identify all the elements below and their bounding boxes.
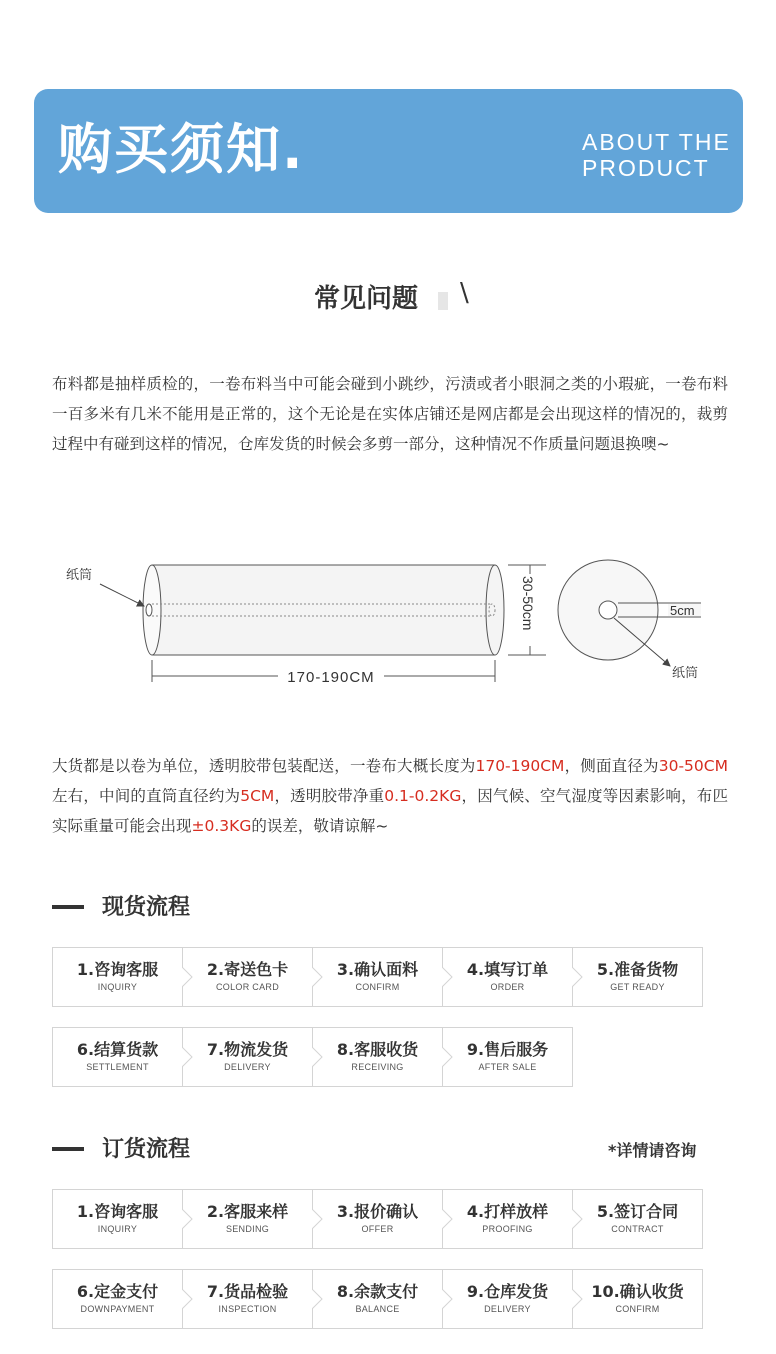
step-sublabel: BALANCE [355,1304,400,1314]
process-step [572,947,703,1007]
step-label: 2.客服来样 [206,1202,289,1221]
process-step [182,1189,313,1249]
step-label: 7.货品检验 [206,1282,289,1301]
step-sublabel: DELIVERY [224,1062,271,1072]
shipping-text: 左右，中间的直筒直径约为 [52,787,241,805]
step-sublabel: ORDER [490,982,525,992]
process-step [572,1189,703,1249]
process-step [442,1027,573,1087]
chevron-right-icon [182,1269,194,1329]
title-decoration [438,292,448,310]
step-label: 3.报价确认 [336,1202,419,1221]
shipping-text: 大货都是以卷为单位，透明胶带包装配送，一卷布大概长度为 [52,757,476,775]
step-label: 1.咨询客服 [76,1202,159,1221]
tube-label-right: 纸筒 [672,666,699,681]
header-banner [34,89,743,213]
step-sublabel: OFFER [361,1224,394,1234]
chevron-right-icon [442,1269,454,1329]
heading-dash [52,1147,84,1151]
banner-subtitle-line2: PRODUCT [582,155,710,181]
roll-diameter-value: 30-50CM [658,757,728,775]
step-label: 4.打样放样 [466,1202,549,1221]
step-sublabel: RECEIVING [351,1062,404,1072]
step-sublabel: CONFIRM [355,982,400,992]
banner-subtitle-line1: ABOUT THE [582,129,731,155]
step-label: 4.填写订单 [466,960,549,979]
step-label: 3.确认面料 [336,960,419,979]
step-sublabel: AFTER SALE [478,1062,537,1072]
process-step [312,1189,443,1249]
step-sublabel: SETTLEMENT [86,1062,149,1072]
tube-label-left: 纸筒 [66,568,93,583]
step-sublabel: DOWNPAYMENT [80,1304,155,1314]
step-sublabel: COLOR CARD [215,982,279,992]
step-sublabel: DELIVERY [484,1304,531,1314]
step-label: 8.余款支付 [336,1282,419,1301]
process-step [312,1269,443,1329]
step-label: 9.售后服务 [466,1040,549,1059]
order-process-row-1 [52,1189,702,1249]
banner-subtitle [582,129,731,181]
tube-core [599,601,617,619]
shipping-text: ，因气候、空气湿度等因素影响，布匹实际重量可能会出现 [52,787,728,835]
chevron-right-icon [312,1189,324,1249]
faq-title: 常见问题 [314,284,419,314]
chevron-right-icon [442,1027,454,1087]
step-label: 1.咨询客服 [76,960,159,979]
stock-process-row-1 [52,947,702,1007]
step-label: 6.定金支付 [76,1282,159,1301]
process-step [182,1269,313,1329]
title-slash: \ [460,278,469,308]
heading-dash [52,905,84,909]
step-label: 9.仓库发货 [466,1282,549,1301]
chevron-right-icon [572,947,584,1007]
process-step [52,947,183,1007]
step-sublabel: INQUIRY [97,982,138,992]
step-sublabel: CONTRACT [611,1224,664,1234]
step-sublabel: INQUIRY [97,1224,138,1234]
chevron-right-icon [572,1269,584,1329]
step-sublabel: PROOFING [482,1224,533,1234]
process-step [312,947,443,1007]
stock-process-title: 现货流程 [102,895,191,920]
chevron-right-icon [182,1027,194,1087]
shipping-text: ，透明胶带净重 [274,787,385,805]
step-sublabel: GET READY [610,982,665,992]
step-label: 7.物流发货 [206,1040,289,1059]
process-step [312,1027,443,1087]
process-step [52,1027,183,1087]
order-process-title: 订货流程 [102,1137,191,1162]
step-label: 2.寄送色卡 [206,960,289,979]
step-sublabel: CONFIRM [615,1304,660,1314]
step-label: 5.准备货物 [596,960,679,979]
roll-length-value: 170-190CM [475,757,565,775]
fabric-roll-diagram [56,548,716,698]
step-label: 10.确认收货 [591,1282,684,1301]
shipping-text: ，侧面直径为 [564,757,659,775]
process-step [182,947,313,1007]
chevron-right-icon [312,1027,324,1087]
step-label: 6.结算货款 [76,1040,159,1059]
chevron-right-icon [572,1189,584,1249]
step-sublabel: SENDING [225,1224,270,1234]
process-step [182,1027,313,1087]
core-diameter-label: 5cm [670,603,695,618]
process-step [52,1189,183,1249]
process-step [572,1269,703,1329]
shipping-text: 的误差，敬请谅解~ [251,817,389,835]
chevron-right-icon [182,947,194,1007]
diameter-label: 30-50cm [520,576,536,631]
details-note: *详情请咨询 [608,1141,697,1160]
chevron-right-icon [442,1189,454,1249]
weight-tolerance-value: ±0.3KG [191,817,252,835]
banner-title: 购买须知. [58,118,305,181]
faq-paragraph: 布料都是抽样质检的，一卷布料当中可能会碰到小跳纱，污渍或者小眼洞之类的小瑕疵，一卷布料一百多米有几米不能用是正常的，这个无论是在实体店铺还是网店都是会出现这样的情况的，裁剪过程中有碰到这样的情况，仓库发货的时候会多剪一部分，这种情况不作质量问题退换噢~ [52,375,728,453]
process-step [442,1269,573,1329]
process-step [442,1189,573,1249]
chevron-right-icon [312,947,324,1007]
tape-weight-value: 0.1-0.2KG [384,787,462,805]
step-label: 5.签订合同 [596,1202,679,1221]
chevron-right-icon [442,947,454,1007]
core-diameter-value: 5CM [240,787,275,805]
step-label: 8.客服收货 [336,1040,419,1059]
chevron-right-icon [312,1269,324,1329]
length-label: 170-190CM [287,669,375,686]
process-step [52,1269,183,1329]
step-sublabel: INSPECTION [218,1304,277,1314]
chevron-right-icon [182,1189,194,1249]
order-process-row-2 [52,1269,702,1329]
shipping-paragraph [52,751,728,841]
stock-process-row-2 [52,1027,572,1087]
process-step [442,947,573,1007]
